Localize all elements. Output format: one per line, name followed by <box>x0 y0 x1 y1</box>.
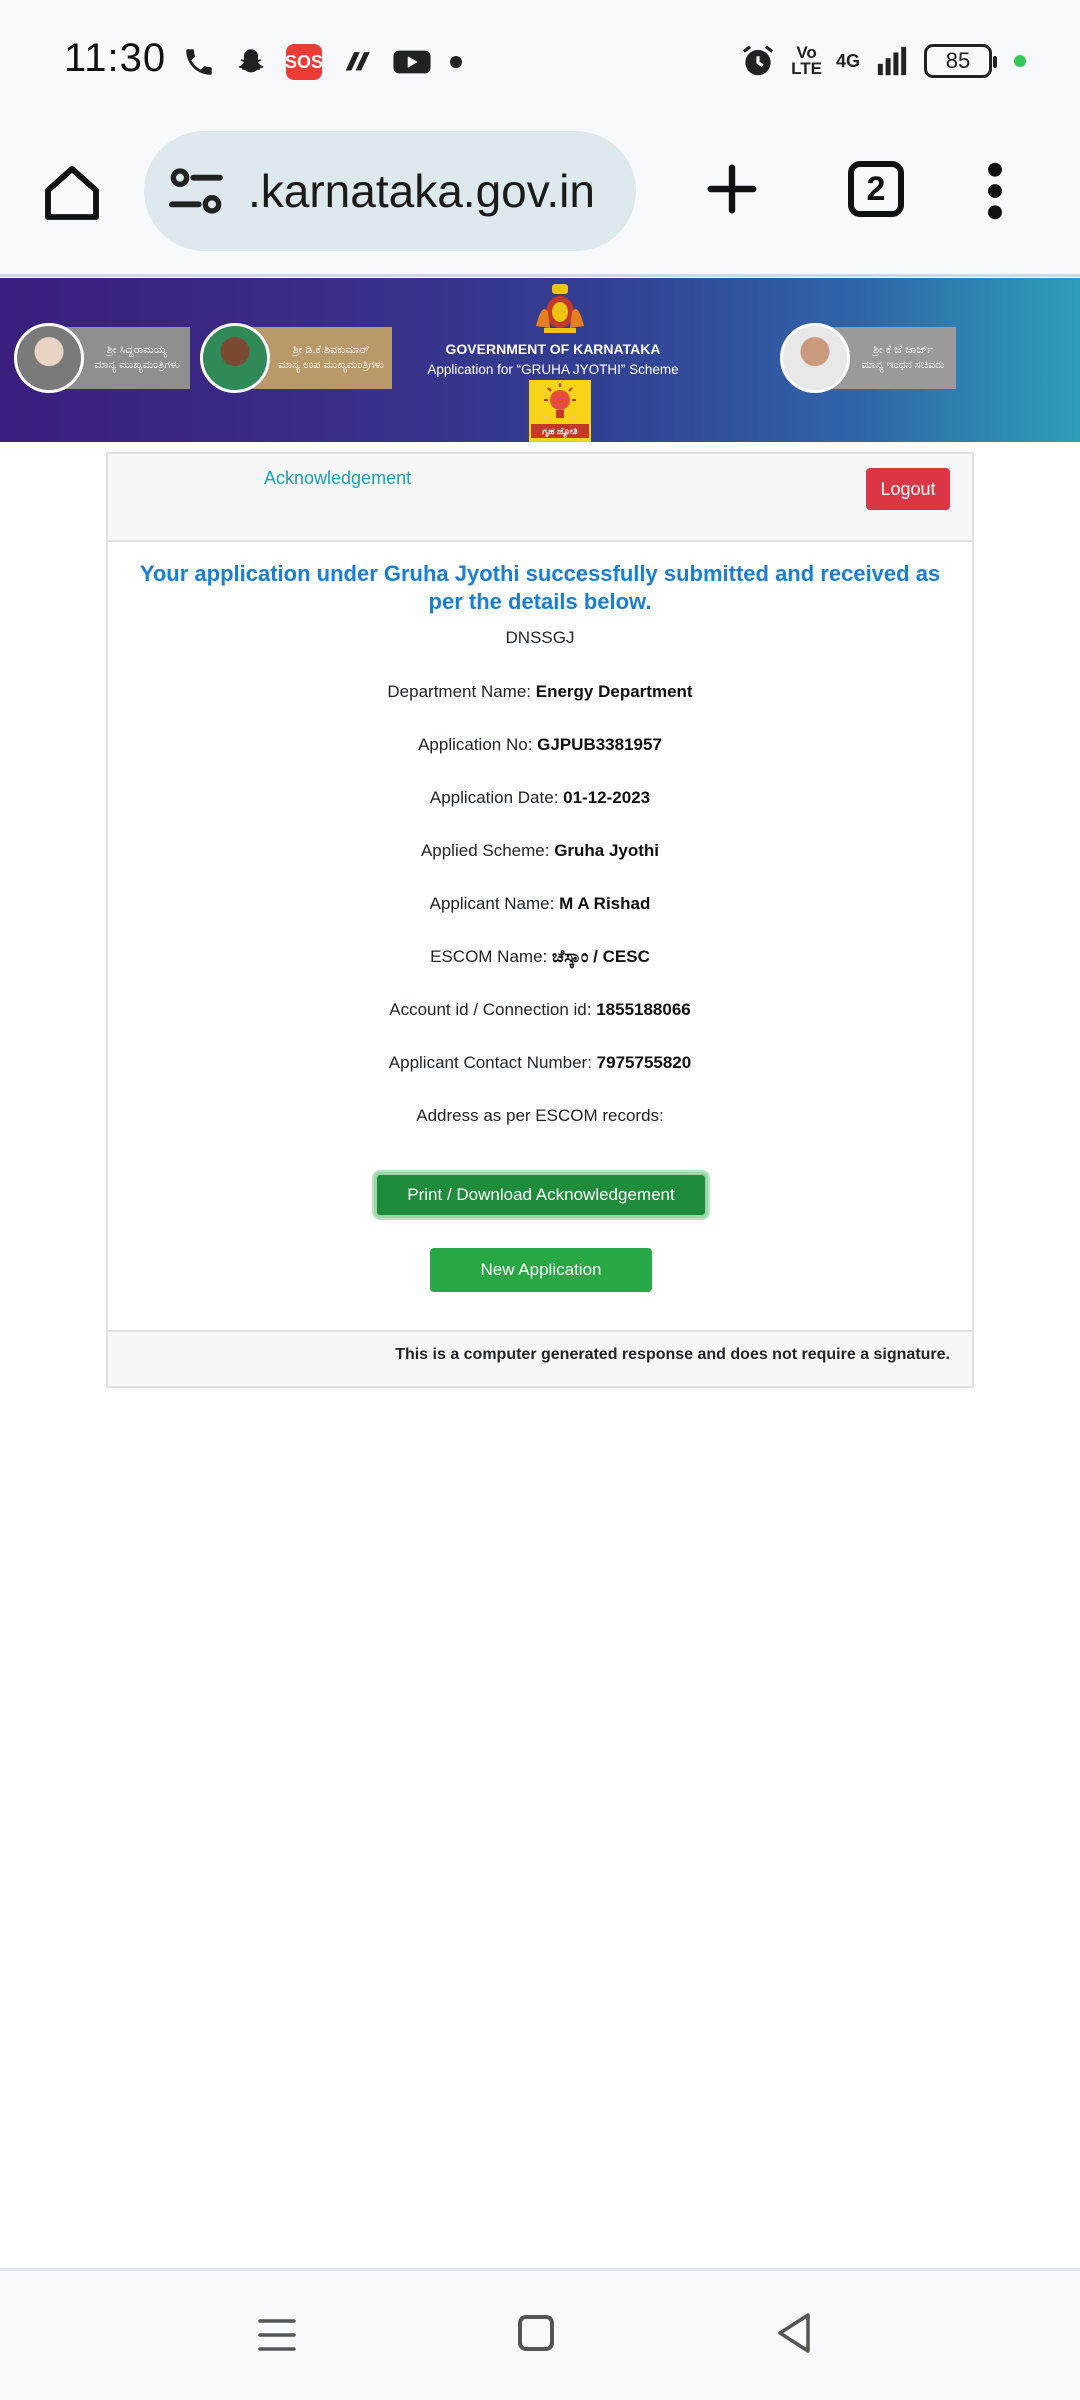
leader-card-minister <box>780 326 956 390</box>
leader-name: ಶ್ರೀ ಕೆ ಜೆ ಜಾರ್ಜ್ <box>873 344 933 356</box>
new-application-button[interactable]: New Application <box>430 1248 652 1292</box>
leader-name: ಶ್ರೀ ಡಿ.ಕೆ.ಶಿವಕುಮಾರ್ <box>292 344 370 356</box>
scheme-logo-text: ಗೃಹ ಜ್ಯೋತಿ <box>531 424 589 438</box>
logout-button[interactable]: Logout <box>866 468 950 510</box>
card-body <box>108 542 972 1336</box>
scheme-banner <box>0 278 1080 442</box>
leader-card-dcm <box>200 326 392 390</box>
system-nav-bar <box>0 2268 1080 2400</box>
back-icon[interactable] <box>774 2311 814 2355</box>
card-footer <box>108 1330 972 1386</box>
detail-escom-name: ESCOM Name: ಚೆಸ್ಕಾಂ / CESC <box>430 947 650 966</box>
notification-icons <box>182 40 462 84</box>
gruha-jyothi-logo <box>529 380 591 442</box>
scheme-code: DNSSGJ <box>505 628 575 647</box>
app-icon <box>340 45 374 79</box>
youtube-icon <box>392 45 432 79</box>
recent-apps-icon[interactable] <box>258 2315 296 2355</box>
battery-icon: 85 <box>924 44 992 78</box>
new-tab-icon[interactable] <box>700 157 764 221</box>
detail-account-id: Account id / Connection id: 1855188066 <box>389 1000 691 1019</box>
signal-icon <box>874 44 910 78</box>
status-time: 11:30 <box>64 36 167 80</box>
site-settings-icon[interactable] <box>164 159 228 223</box>
bulb-icon <box>529 380 591 426</box>
network-type: 4G <box>835 50 860 71</box>
detail-applied-scheme: Applied Scheme: Gruha Jyothi <box>420 841 660 860</box>
leader-title: ಮಾನ್ಯ ಇಂಧನ ಸಚಿವರು <box>861 359 945 371</box>
system-icons <box>739 38 1026 84</box>
acknowledgement-link[interactable]: Acknowledgement <box>264 468 412 488</box>
leader-title: ಮಾನ್ಯ ಉಪ ಮುಖ್ಯಮಂತ್ರಿಗಳು <box>278 359 384 371</box>
alarm-icon <box>739 42 777 80</box>
detail-address: Address as per ESCOM records: <box>416 1106 664 1125</box>
more-menu-icon[interactable] <box>980 159 1010 223</box>
tab-switcher-icon[interactable]: 2 <box>848 161 904 217</box>
detail-application-date: Application Date: 01-12-2023 <box>429 788 651 807</box>
detail-application-no: Application No: GJPUB3381957 <box>418 735 662 754</box>
leader-title: ಮಾನ್ಯ ಮುಖ್ಯಮಂತ್ರಿಗಳು <box>94 359 180 371</box>
url-text[interactable]: .karnataka.gov.in <box>248 165 595 217</box>
leader-photo <box>200 323 270 393</box>
sos-icon: SOS <box>286 44 322 80</box>
detail-contact-number: Applicant Contact Number: 7975755820 <box>388 1053 692 1072</box>
volte-icon: Vo LTE <box>791 43 822 78</box>
karnataka-emblem-icon <box>530 282 590 334</box>
phone-icon <box>182 45 216 79</box>
home-icon[interactable] <box>40 161 104 225</box>
footer-note: This is a computer generated response and does not require a signature. <box>395 1346 950 1363</box>
print-download-acknowledgement-button[interactable]: Print / Download Acknowledgement <box>374 1172 708 1218</box>
scheme-subtitle: Application for “GRUHA JYOTHI” Scheme <box>427 362 679 377</box>
acknowledgement-card <box>106 452 974 1388</box>
leader-card-cm <box>14 326 190 390</box>
government-title: GOVERNMENT OF KARNATAKA <box>445 341 661 357</box>
leader-name: ಶ್ರೀ ಸಿದ್ದರಾಮಯ್ಯ <box>106 344 168 356</box>
address-bar[interactable] <box>144 131 636 251</box>
detail-applicant-name: Applicant Name: M A Rishad <box>429 894 651 913</box>
snapchat-icon <box>234 45 268 79</box>
success-message: Your application under Gruha Jyothi successfully submitted and received as per the details below. <box>139 561 941 614</box>
detail-department: Department Name: Energy Department <box>387 682 693 701</box>
dot-icon <box>450 56 462 68</box>
home-button-icon[interactable] <box>518 2315 554 2351</box>
privacy-indicator-icon <box>1014 55 1026 67</box>
browser-toolbar <box>0 125 1080 277</box>
leader-photo <box>780 323 850 393</box>
card-header <box>108 454 972 542</box>
leader-photo <box>14 323 84 393</box>
status-bar <box>0 0 1080 125</box>
